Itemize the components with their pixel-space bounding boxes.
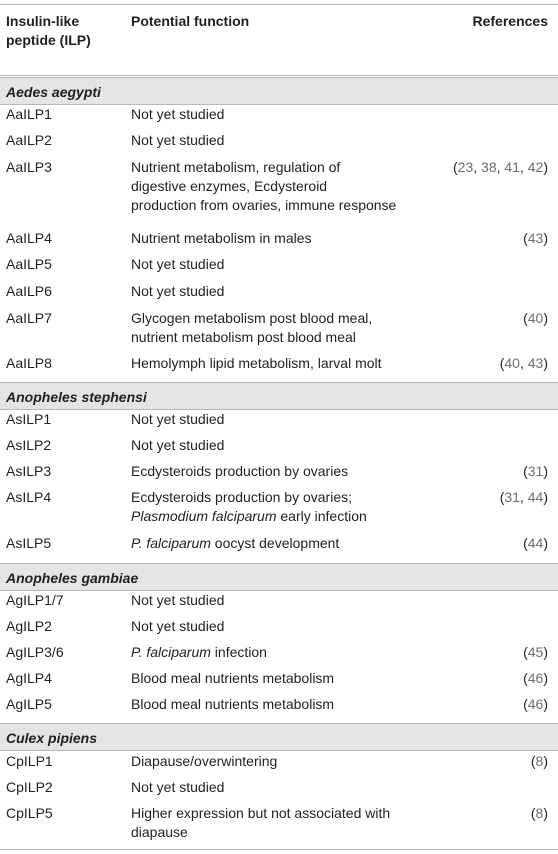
ilp-name: AaILP3 [6, 159, 52, 175]
section-rule [0, 750, 558, 751]
function-text [131, 410, 421, 429]
bottom-rule [0, 849, 558, 850]
function-text [131, 752, 421, 771]
function-text [131, 158, 421, 215]
reference-link[interactable]: 46 [527, 696, 544, 712]
function-line: nutrient metabolism post blood meal [131, 329, 356, 345]
reference-link[interactable]: 31 [504, 489, 520, 505]
function-text [131, 804, 421, 842]
reference-link[interactable]: 31 [527, 463, 544, 479]
ilp-name: AgILP3/6 [6, 644, 64, 660]
function-line: Not yet studied [131, 437, 225, 453]
ilp-name: AgILP4 [6, 670, 52, 686]
function-text [131, 105, 421, 124]
references: (40, 43) [499, 355, 548, 371]
function-text [131, 309, 421, 347]
function-line: Ecdysteroids production by ovaries; [131, 489, 352, 505]
references: (40) [523, 310, 548, 326]
function-text [131, 669, 421, 688]
reference-link[interactable]: 44 [527, 489, 544, 505]
function-text [131, 778, 421, 797]
function-text [131, 617, 421, 636]
function-line: Not yet studied [131, 106, 225, 122]
species-name: Anopheles stephensi [6, 389, 147, 405]
reference-link[interactable]: 46 [527, 670, 544, 686]
header-references: References [472, 13, 548, 29]
species-name: Anopheles gambiae [6, 570, 139, 586]
species-header [0, 564, 558, 590]
function-text [131, 131, 421, 150]
references: (46) [523, 696, 548, 712]
function-line: Plasmodium falciparum early infection [131, 508, 367, 524]
references: (43) [523, 230, 548, 246]
ilp-name: AsILP4 [6, 489, 52, 505]
ilp-name: AaILP2 [6, 132, 52, 148]
function-text [131, 695, 421, 714]
top-rule [0, 4, 558, 5]
reference-link[interactable]: 8 [535, 753, 544, 769]
function-text [131, 591, 421, 610]
function-line: P. falciparum oocyst development [131, 535, 340, 551]
function-line: Not yet studied [131, 779, 225, 795]
species-header [0, 724, 558, 750]
species-header [0, 78, 558, 104]
reference-link[interactable]: 38 [481, 159, 497, 175]
function-text [131, 255, 421, 274]
ilp-name: AaILP6 [6, 283, 52, 299]
reference-link[interactable]: 23 [457, 159, 474, 175]
species-name: Aedes aegypti [6, 84, 101, 100]
reference-link[interactable]: 44 [527, 535, 544, 551]
function-line: Not yet studied [131, 411, 225, 427]
function-line: Not yet studied [131, 283, 225, 299]
function-line: diapause [131, 824, 188, 840]
references: (8) [530, 805, 548, 821]
function-line: production from ovaries, immune response [131, 197, 397, 213]
function-line: Ecdysteroids production by ovaries [131, 463, 349, 479]
function-text [131, 282, 421, 301]
function-text [131, 229, 421, 248]
ilp-name: AaILP5 [6, 256, 52, 272]
ilp-name: AaILP1 [6, 106, 52, 122]
ilp-name: AgILP2 [6, 618, 52, 634]
species-header [0, 383, 558, 409]
references: (45) [523, 644, 548, 660]
ilp-name: AgILP5 [6, 696, 52, 712]
ilp-name: AsILP5 [6, 535, 52, 551]
ilp-name: AsILP1 [6, 411, 52, 427]
header-rule [0, 75, 558, 76]
references: (46) [523, 670, 548, 686]
function-line: digestive enzymes, Ecdysteroid [131, 178, 328, 194]
references: (31) [523, 463, 548, 479]
ilp-name: AaILP4 [6, 230, 52, 246]
ilp-name: AaILP7 [6, 310, 52, 326]
function-text [131, 643, 421, 662]
reference-link[interactable]: 45 [527, 644, 544, 660]
ilp-name: CpILP2 [6, 779, 53, 795]
reference-link[interactable]: 43 [527, 355, 544, 371]
reference-link[interactable]: 42 [527, 159, 544, 175]
references: (44) [523, 535, 548, 551]
ilp-name: AsILP2 [6, 437, 52, 453]
reference-link[interactable]: 40 [527, 310, 544, 326]
ilp-name: AaILP8 [6, 355, 52, 371]
ilp-name: CpILP5 [6, 805, 53, 821]
species-name: Culex pipiens [6, 730, 98, 746]
references: (31, 44) [499, 489, 548, 505]
function-text [131, 488, 421, 526]
function-line: Blood meal nutrients metabolism [131, 670, 335, 686]
ilp-name: CpILP1 [6, 753, 53, 769]
function-line: Glycogen metabolism post blood meal, [131, 310, 373, 326]
header-function: Potential function [131, 13, 250, 29]
function-line: Higher expression but not associated with [131, 805, 391, 821]
function-text [131, 462, 421, 481]
function-line: Blood meal nutrients metabolism [131, 696, 335, 712]
function-text [131, 436, 421, 455]
ilp-name: AsILP3 [6, 463, 52, 479]
function-line: P. falciparum infection [131, 644, 267, 660]
header-ilp: Insulin-like peptide (ILP) [6, 13, 91, 48]
ilp-name: AgILP1/7 [6, 592, 64, 608]
function-line: Hemolymph lipid metabolism, larval molt [131, 355, 382, 371]
function-line: Not yet studied [131, 256, 225, 272]
reference-link[interactable]: 41 [504, 159, 520, 175]
function-line: Diapause/overwintering [131, 753, 278, 769]
function-text [131, 534, 421, 553]
reference-link[interactable]: 8 [535, 805, 544, 821]
function-line: Not yet studied [131, 592, 225, 608]
reference-link[interactable]: 43 [527, 230, 544, 246]
function-text [131, 354, 421, 373]
function-line: Not yet studied [131, 618, 225, 634]
references: (23, 38, 41, 42) [453, 159, 548, 175]
function-line: Nutrient metabolism in males [131, 230, 312, 246]
reference-link[interactable]: 40 [504, 355, 520, 371]
references: (8) [530, 753, 548, 769]
function-line: Nutrient metabolism, regulation of [131, 159, 341, 175]
function-line: Not yet studied [131, 132, 225, 148]
